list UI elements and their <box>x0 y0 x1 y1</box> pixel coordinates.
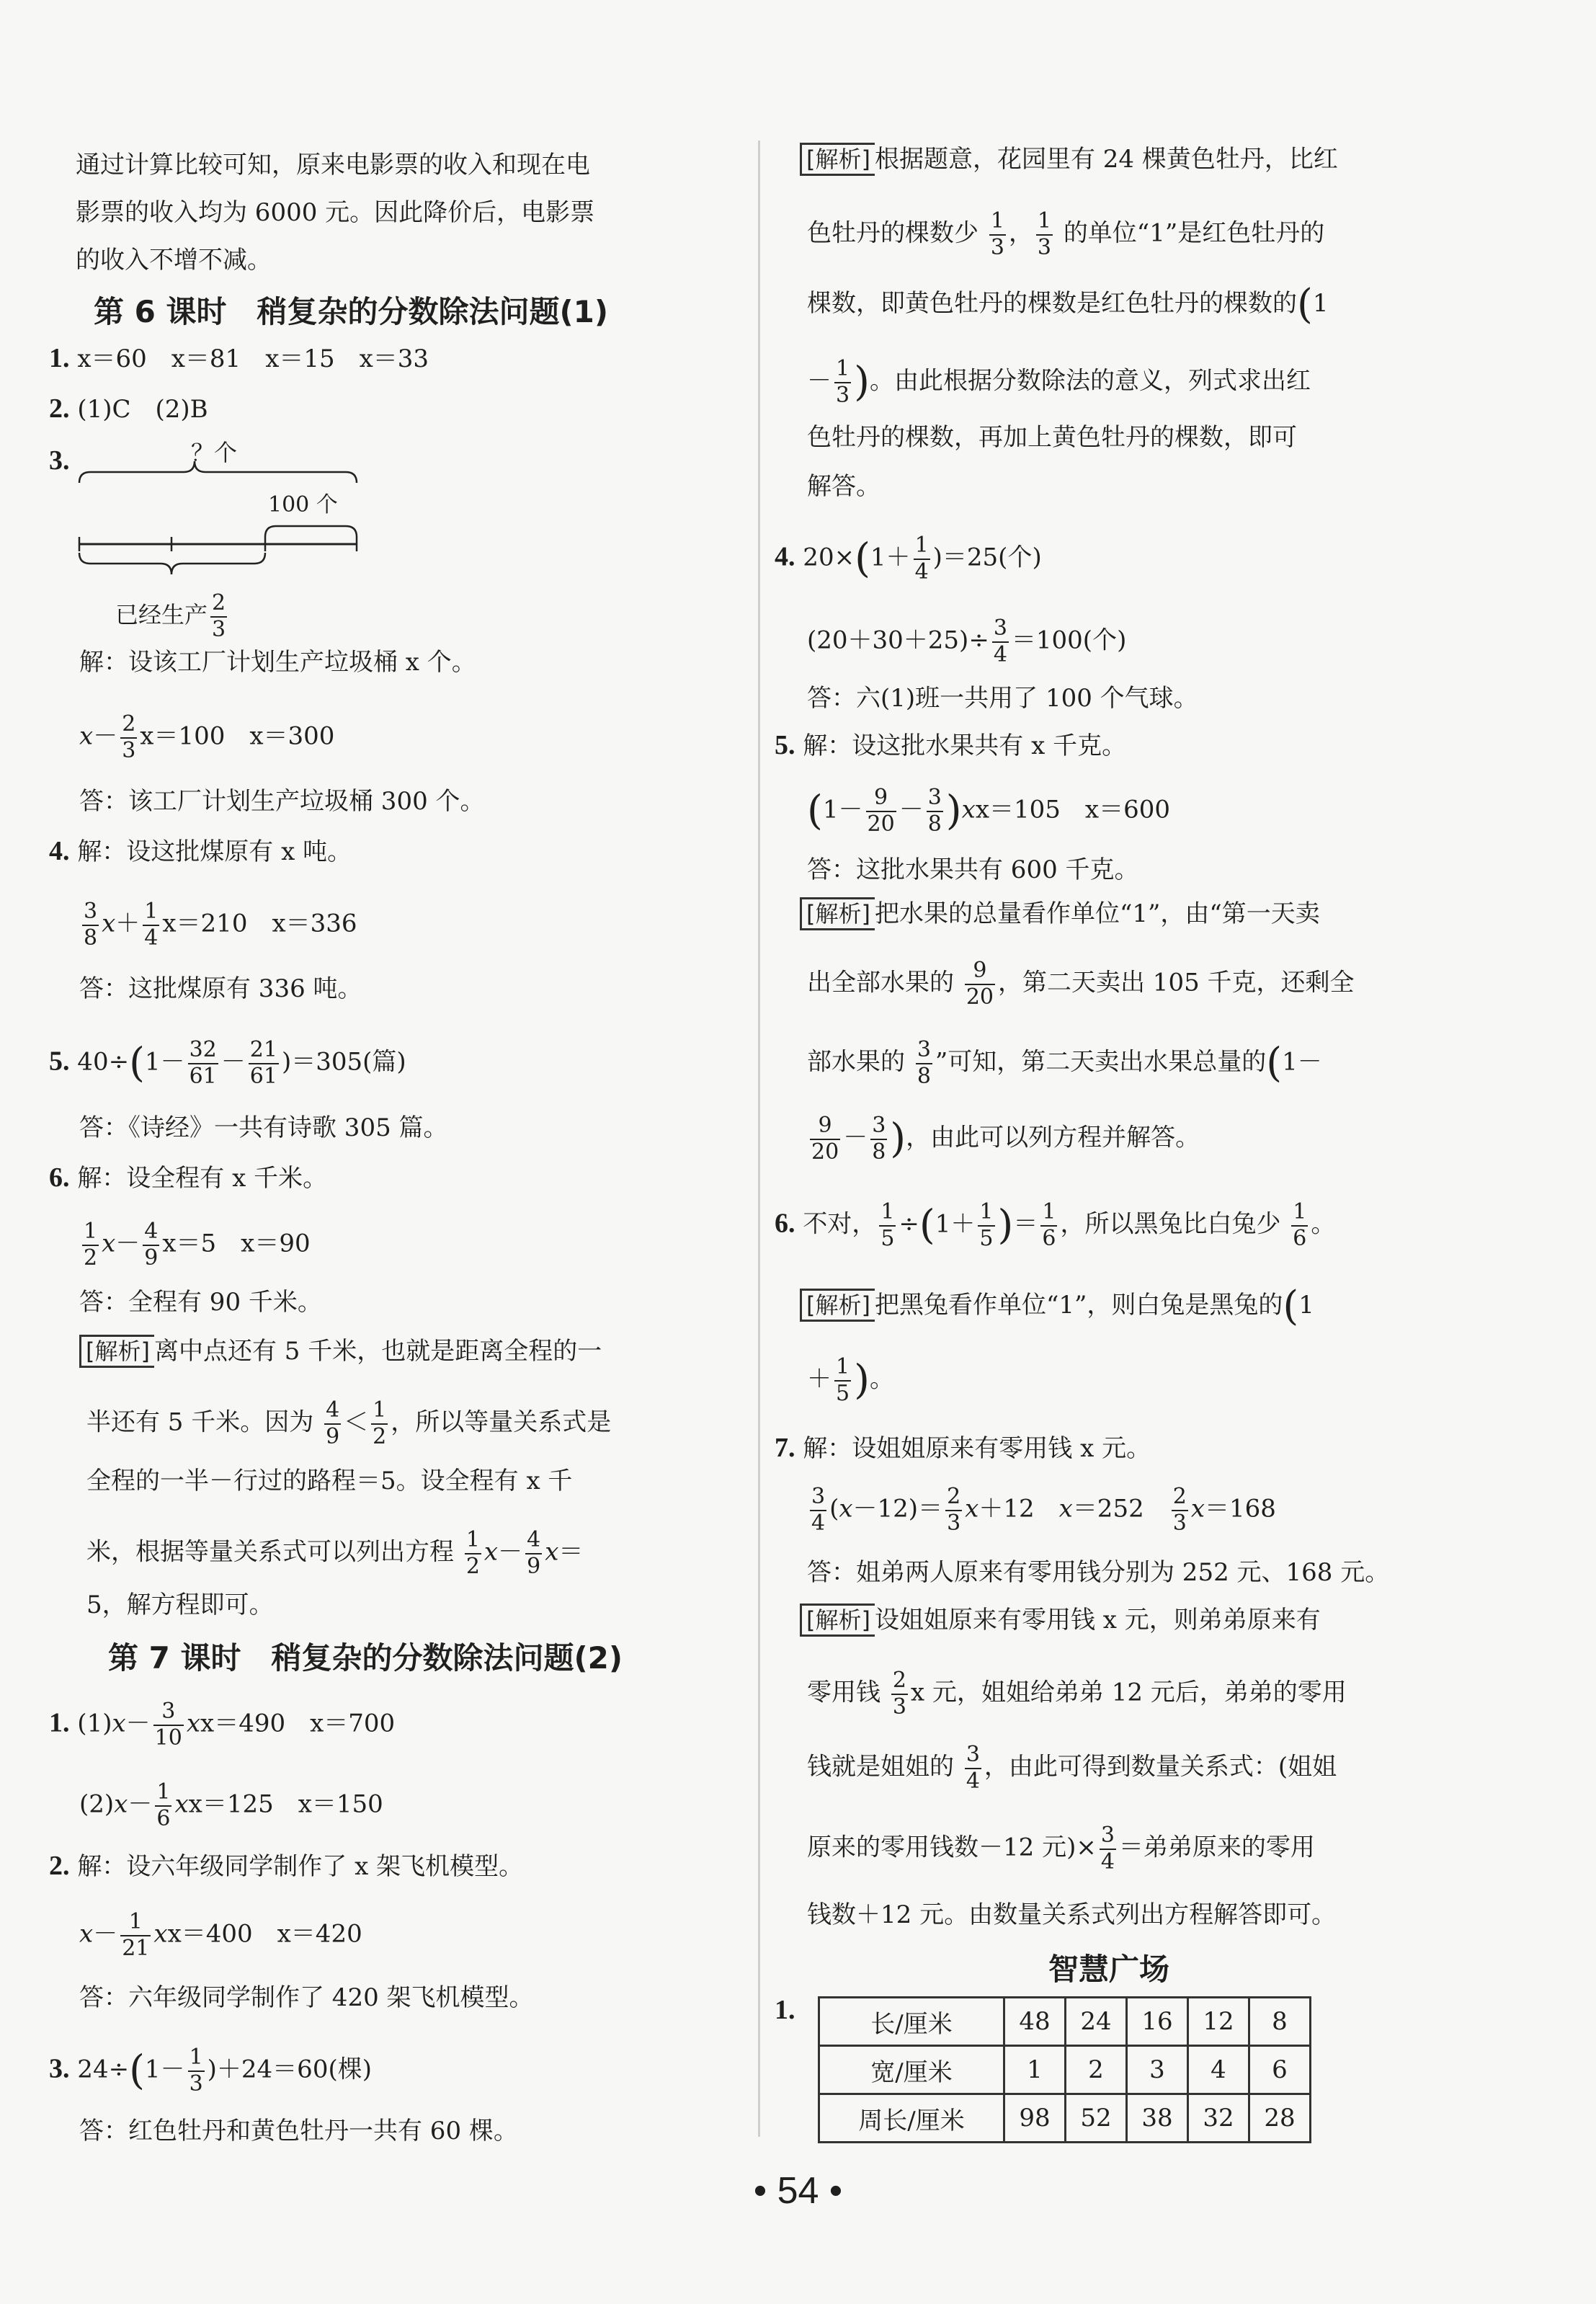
table-row <box>819 1998 1311 2046</box>
l7-q6-analysis-1: [解析] 把黑兔看作单位“1”，则白兔是黑兔的(1 <box>800 1286 1314 1327</box>
table-row <box>819 2046 1311 2094</box>
l6-q6-analysis-2: 半还有 5 千米。因为 $\frac{4}{9}$ ＜ $\frac{1}{2}$ ，所以等量关系式是 <box>86 1397 612 1449</box>
l7-q4-answer: 答：六(1)班一共用了 100 个气球。 <box>807 684 1198 713</box>
table-cell: 6 <box>1249 2046 1311 2094</box>
l7-q7-solve: 7. 解：设姐姐原来有零用钱 x 元。 <box>775 1433 1151 1463</box>
row-header-length: 长/厘米 <box>819 1998 1004 2046</box>
l6-q3-answer: 答：该工厂计划生产垃圾桶 300 个。 <box>79 787 485 816</box>
l7-q5-analysis-3: 部水果的 $\frac{3}{8}$ ”可知，第二天卖出水果总量的(1－ <box>807 1037 1322 1089</box>
l7-q3-analysis-6: 解答。 <box>807 472 881 501</box>
l6-q3-solve: 解：设该工厂计划生产垃圾桶 x 个。 <box>79 648 476 677</box>
l7-q4-equation-2: (20＋30＋25)÷ $\frac{3}{4}$ ＝100(个) <box>807 615 1127 667</box>
table-cell: 28 <box>1249 2094 1311 2143</box>
l7-q7-analysis-3: 钱就是姐姐的 $\frac{3}{4}$ ，由此可得到数量关系式：(姐姐 <box>807 1742 1337 1794</box>
table-cell: 98 <box>1004 2094 1066 2143</box>
table-cell: 1 <box>1004 2046 1066 2094</box>
diagram-remain-label: 100 个 <box>268 492 338 517</box>
lesson7-title: 第 7 课时 稍复杂的分数除法问题(2) <box>108 1640 623 1676</box>
diagram-total-label: ？个 <box>191 439 238 466</box>
table-cell: 48 <box>1004 1998 1066 2046</box>
l6-q5-equation: 5. 40÷(1－ $\frac{32}{61}$ － $\frac{21}{61}$ )＝305(篇) <box>49 1037 406 1089</box>
l6-q3-label: 3. <box>49 445 70 476</box>
intro-line-3: 的收入不增不减。 <box>76 246 272 275</box>
l6-q4-solve: 4. 解：设这批煤原有 x 吨。 <box>49 836 352 866</box>
l7-q3-analysis-3: 棵数，即黄色牡丹的棵数是红色牡丹的棵数的(1 <box>807 281 1329 328</box>
table-cell: 38 <box>1127 2094 1188 2143</box>
l7-q6-analysis-2: ＋ $\frac{1}{5}$ )。 <box>807 1354 894 1406</box>
row-header-width: 宽/厘米 <box>819 2046 1004 2094</box>
table-cell: 24 <box>1066 1998 1127 2046</box>
l7-q7-analysis-5: 钱数＋12 元。由数量关系式列出方程解答即可。 <box>807 1900 1337 1929</box>
l7-q1a: 1. (1)x－ $\frac{3}{10}$ xx＝490 x＝700 <box>49 1699 396 1751</box>
l7-q5-answer: 答：这批水果共有 600 千克。 <box>807 855 1139 884</box>
l7-q7-answer: 答：姐弟两人原来有零用钱分别为 252 元、168 元。 <box>807 1558 1390 1587</box>
l6-q1: 1. x＝60 x＝81 x＝15 x＝33 <box>49 343 429 373</box>
wisdom-square-title: 智慧广场 <box>1048 1952 1170 1987</box>
l6-q6-analysis-1: [解析] 离中点还有 5 千米，也就是距离全程的一 <box>79 1335 602 1368</box>
l6-q3-equation: x－ $\frac{2}{3}$ x＝100 x＝300 <box>79 711 335 763</box>
table-cell: 2 <box>1066 2046 1127 2094</box>
l7-q5-equation: (1－ $\frac{9}{20}$ － $\frac{3}{8}$ )xx＝105 x＝600 <box>807 785 1170 837</box>
l7-q5-analysis-1: [解析] 把水果的总量看作单位“1”，由“第一天卖 <box>800 897 1320 930</box>
l6-q6-solve: 6. 解：设全程有 x 千米。 <box>49 1162 328 1193</box>
table-cell: 8 <box>1249 1998 1311 2046</box>
table-cell: 4 <box>1188 2046 1249 2094</box>
l6-q6-analysis-4: 米，根据等量关系式可以列出方程 $\frac{1}{2}$ x－ $\frac{4}{9}$ x＝ <box>86 1527 584 1579</box>
l6-q6-answer: 答：全程有 90 千米。 <box>79 1288 322 1317</box>
l7-q1b: (2)x－ $\frac{1}{6}$ xx＝125 x＝150 <box>79 1779 383 1831</box>
table-cell: 16 <box>1127 1998 1188 2046</box>
lesson6-title: 第 6 课时 稍复杂的分数除法问题(1) <box>94 294 609 329</box>
row-header-perimeter: 周长/厘米 <box>819 2094 1004 2143</box>
l7-q3-answer: 答：红色牡丹和黄色牡丹一共有 60 棵。 <box>79 2117 518 2145</box>
l6-q6-analysis-3: 全程的一半－行过的路程＝5。设全程有 x 千 <box>86 1467 573 1495</box>
table-cell: 32 <box>1188 2094 1249 2143</box>
l7-q7-analysis-1: [解析] 设姐姐原来有零用钱 x 元，则弟弟原来有 <box>800 1604 1321 1637</box>
l7-q5-solve: 5. 解：设这批水果共有 x 千克。 <box>775 730 1127 760</box>
l7-q5-analysis-4: $\frac{9}{20}$ － $\frac{3}{8}$ )，由此可以列方程并解答。 <box>811 1113 1200 1165</box>
l7-q2-equation: x－ $\frac{1}{21}$ xx＝400 x＝420 <box>79 1909 362 1961</box>
table-row <box>819 2094 1311 2143</box>
l7-q3-analysis-1: [解析] 根据题意，花园里有 24 棵黄色牡丹，比红 <box>800 143 1338 176</box>
l7-q7-analysis-2: 零用钱 $\frac{2}{3}$ x 元，姐姐给弟弟 12 元后，弟弟的零用 <box>807 1668 1347 1720</box>
l7-q3-analysis-5: 色牡丹的棵数，再加上黄色牡丹的棵数，即可 <box>807 423 1297 452</box>
table-cell: 52 <box>1066 2094 1127 2143</box>
page-number: • 54 • <box>753 2170 843 2212</box>
column-divider <box>758 141 760 2137</box>
l7-q6: 6. 不对， $\frac{1}{5}$ ÷(1＋ $\frac{1}{5}$ )＝ $\frac{1}{6}$ ，所以黑兔比白兔少 $\frac{1}{6}$ 。 <box>775 1199 1336 1251</box>
l7-q4-equation-1: 4. 20×(1＋ $\frac{1}{4}$ )＝25(个) <box>775 533 1042 584</box>
l6-q4-answer: 答：这批煤原有 336 吨。 <box>79 974 362 1003</box>
rectangle-dimensions-table <box>818 1996 1311 2143</box>
l6-q6-analysis-5: 5，解方程即可。 <box>86 1591 274 1619</box>
table-cell: 3 <box>1127 2046 1188 2094</box>
l7-q3-analysis-2: 色牡丹的棵数少 $\frac{1}{3}$ ， $\frac{1}{3}$ 的单位“1”是红色牡丹的 <box>807 208 1325 260</box>
l7-q2-answer: 答：六年级同学制作了 420 架飞机模型。 <box>79 1983 534 2012</box>
l7-q3-equation: 3. 24÷(1－ $\frac{1}{3}$ )＋24＝60(棵) <box>49 2045 372 2096</box>
wisdom-q1-label: 1. <box>775 1995 795 2025</box>
table-cell: 12 <box>1188 1998 1249 2046</box>
l7-q3-analysis-4: － $\frac{1}{3}$ )。由此根据分数除法的意义，列式求出红 <box>807 356 1311 408</box>
intro-line-1: 通过计算比较可知，原来电影票的收入和现在电 <box>76 151 590 179</box>
l7-q7-equation: $\frac{3}{4}$ (x－12)＝ $\frac{2}{3}$ x＋12 x＝252 $\frac{2}{3}$ x＝168 <box>811 1484 1276 1536</box>
intro-line-2: 影票的收入均为 6000 元。因此降价后，电影票 <box>76 198 595 227</box>
l7-q7-analysis-4: 原来的零用钱数－12 元)× $\frac{3}{4}$ ＝弟弟原来的零用 <box>807 1823 1315 1874</box>
l7-q2-solve: 2. 解：设六年级同学制作了 x 架飞机模型。 <box>49 1851 524 1881</box>
l6-q2: 2. (1)C (2)B <box>49 393 208 424</box>
diagram-produced-label: 已经生产 $\frac{2}{3}$ <box>115 590 226 642</box>
l6-q5-answer: 答：《诗经》一共有诗歌 305 篇。 <box>79 1113 448 1142</box>
l6-q4-equation: $\frac{3}{8}$ x＋ $\frac{1}{4}$ x＝210 x＝336 <box>84 899 357 951</box>
l7-q5-analysis-2: 出全部水果的 $\frac{9}{20}$ ，第二天卖出 105 千克，还剩全 <box>807 958 1355 1010</box>
l6-q6-equation: $\frac{1}{2}$ x－ $\frac{4}{9}$ x＝5 x＝90 <box>84 1219 311 1271</box>
